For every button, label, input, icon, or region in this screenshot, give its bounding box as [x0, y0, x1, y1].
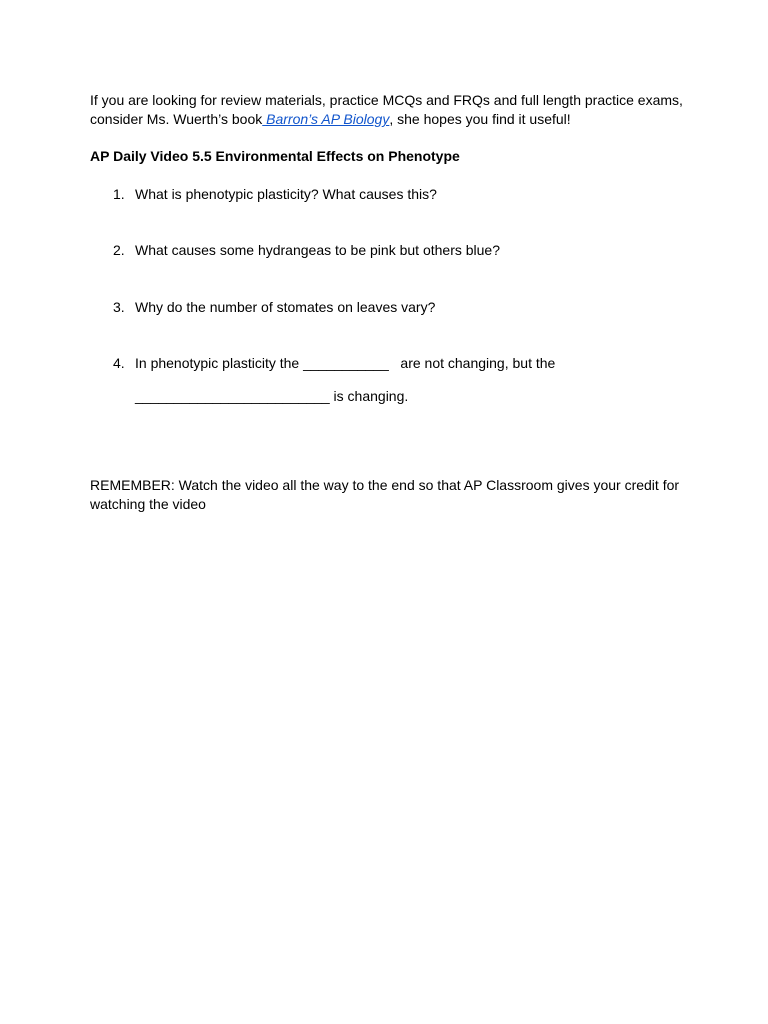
intro-paragraph — [90, 91, 690, 129]
document-page — [90, 91, 690, 512]
question-text: In phenotypic plasticity the ___________ are not changing, but the — [135, 355, 556, 371]
question-text: What is phenotypic plasticity? What causes this? — [135, 186, 437, 202]
section-heading: AP Daily Video 5.5 Environmental Effects on Phenotype — [90, 148, 460, 164]
question-text: Why do the number of stomates on leaves vary? — [135, 299, 436, 315]
remember-note: REMEMBER: Watch the video all the way to the end so that AP Classroom gives your credit for watching the video — [90, 477, 680, 512]
book-link[interactable]: Barron’s AP Biology — [262, 111, 390, 127]
question-number: 2. — [113, 242, 125, 258]
intro-text: If you are looking for review materials, practice MCQs and FRQs and full length practice exams, consider Ms. Wuerth’s book — [90, 92, 683, 127]
question-number: 4. — [113, 355, 125, 371]
question-number: 1. — [113, 186, 125, 202]
question-text: What causes some hydrangeas to be pink but others blue? — [135, 242, 500, 258]
intro-text-end: , she hopes you find it useful! — [389, 111, 571, 127]
question-number: 3. — [113, 299, 125, 315]
question-continuation-text: _________________________ is changing. — [135, 388, 409, 404]
